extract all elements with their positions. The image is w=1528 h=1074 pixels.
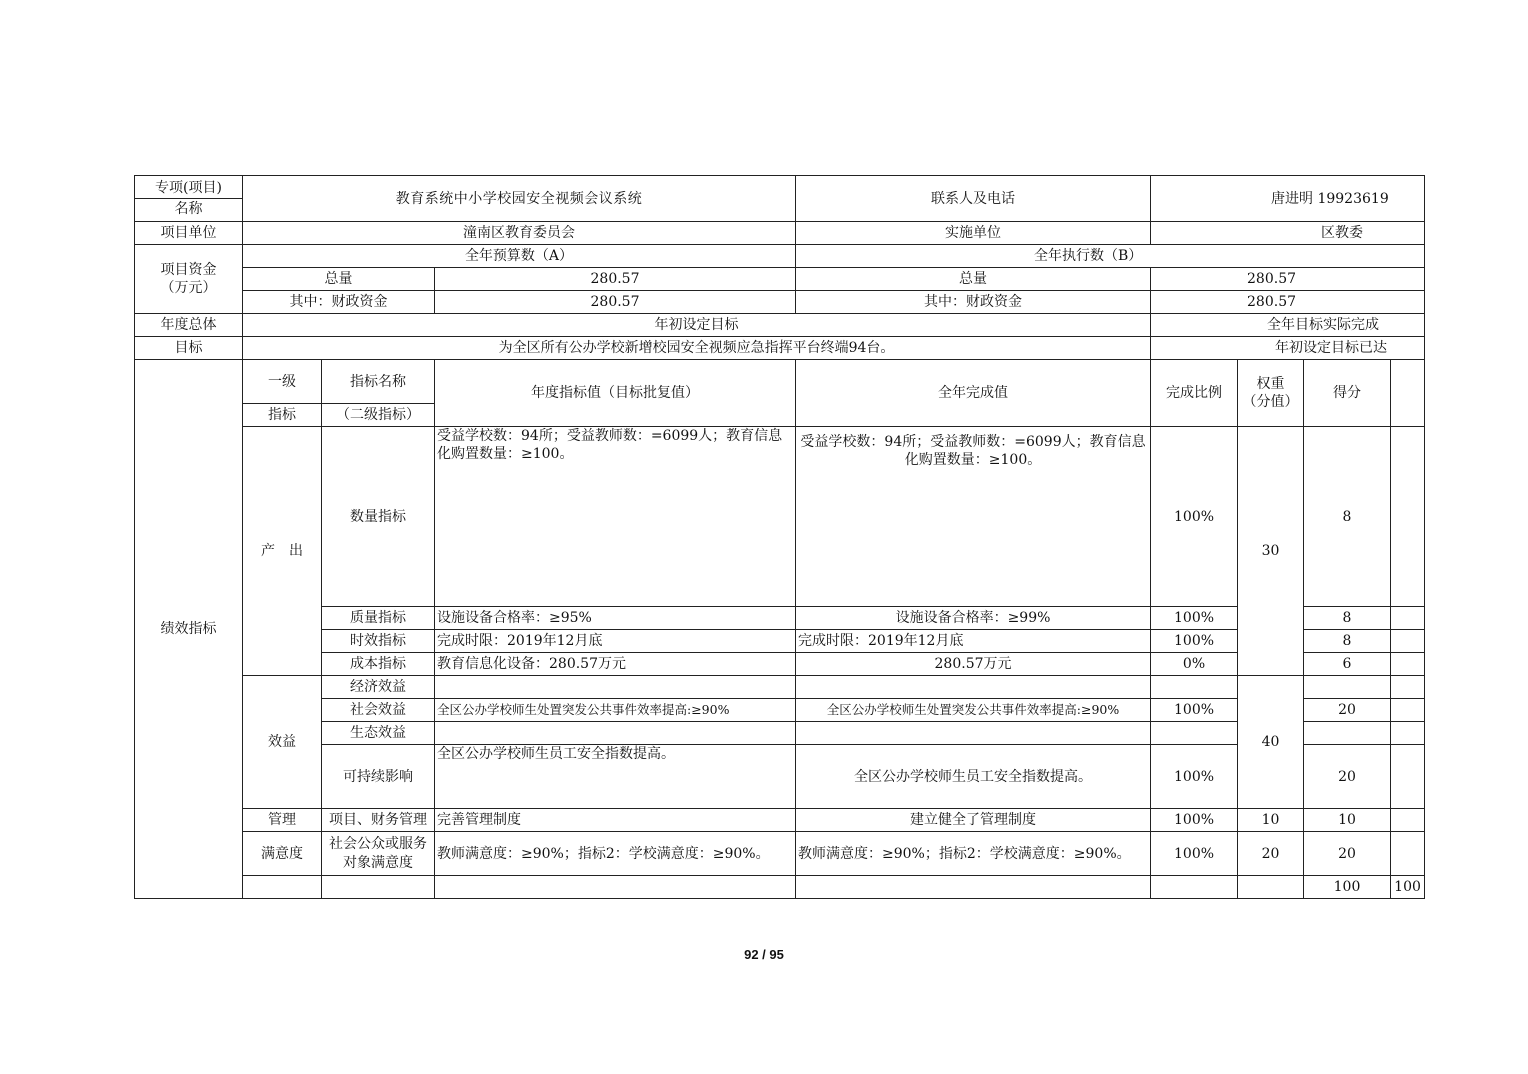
management-label: 管理 — [243, 809, 322, 832]
col-level1-a: 一级 — [243, 360, 322, 404]
indicator-ratio: 100% — [1151, 699, 1238, 722]
satisfaction-ratio: 100% — [1151, 832, 1238, 876]
indicator-name: 质量指标 — [322, 607, 435, 630]
indicator-name: 时效指标 — [322, 630, 435, 653]
fiscal-exec-label: 其中：财政资金 — [796, 291, 1151, 314]
performance-table — [134, 175, 1425, 899]
indicator-target: 教育信息化设备：280.57万元 — [435, 653, 796, 676]
impl-value: 区教委 — [1151, 222, 1425, 245]
indicator-name: 成本指标 — [322, 653, 435, 676]
management-weight: 10 — [1238, 809, 1304, 832]
goal-set-text: 为全区所有公办学校新增校园安全视频应急指挥平台终端94台。 — [243, 337, 1151, 360]
indicators-section-label: 绩效指标 — [135, 360, 243, 899]
total-exec: 280.57 — [1151, 268, 1425, 291]
indicator-score: 6 — [1304, 653, 1391, 676]
goal-label-1: 年度总体 — [135, 314, 243, 337]
indicator-name: 社会效益 — [322, 699, 435, 722]
indicator-actual — [796, 722, 1151, 745]
contact-label: 联系人及电话 — [796, 176, 1151, 222]
benefit-label: 效益 — [243, 676, 322, 809]
management-score: 10 — [1304, 809, 1391, 832]
unit-value: 潼南区教育委员会 — [243, 222, 796, 245]
goal-actual-label: 全年目标实际完成 — [1151, 314, 1425, 337]
output-weight: 30 — [1238, 427, 1304, 676]
performance-sheet — [134, 175, 1421, 910]
output-label: 产 出 — [243, 427, 322, 676]
indicator-ratio: 100% — [1151, 745, 1238, 809]
indicator-ratio — [1151, 676, 1238, 699]
indicator-target — [435, 676, 796, 699]
satisfaction-name: 社会公众或服务对象满意度 — [322, 832, 435, 876]
col-ratio: 完成比例 — [1151, 360, 1238, 427]
goal-set-label: 年初设定目标 — [243, 314, 1151, 337]
management-name: 项目、财务管理 — [322, 809, 435, 832]
fiscal-budget: 280.57 — [435, 291, 796, 314]
indicator-actual: 全区公办学校师生员工安全指数提高。 — [796, 745, 1151, 809]
project-name: 教育系统中小学校园安全视频会议系统 — [243, 176, 796, 222]
total-budget: 280.57 — [435, 268, 796, 291]
management-actual: 建立健全了管理制度 — [796, 809, 1151, 832]
indicator-actual: 设施设备合格率：≥99% — [796, 607, 1151, 630]
indicator-actual: 280.57万元 — [796, 653, 1151, 676]
indicator-actual — [796, 676, 1151, 699]
page-number: 92 / 95 — [744, 947, 784, 962]
indicator-ratio: 0% — [1151, 653, 1238, 676]
indicator-name: 经济效益 — [322, 676, 435, 699]
indicator-target: 全区公办学校师生员工安全指数提高。 — [435, 745, 796, 809]
indicator-actual: 受益学校数：94所；受益教师数：=6099人；教育信息化购置数量：≥100。 — [796, 427, 1151, 607]
unit-label: 项目单位 — [135, 222, 243, 245]
total-score: 100 — [1391, 876, 1425, 899]
indicator-ratio: 100% — [1151, 630, 1238, 653]
indicator-target: 完成时限：2019年12月底 — [435, 630, 796, 653]
budget-label: 全年预算数（A） — [243, 245, 796, 268]
satisfaction-target: 教师满意度：≥90%；指标2：学校满意度：≥90%。 — [435, 832, 796, 876]
indicator-score: 20 — [1304, 699, 1391, 722]
management-target: 完善管理制度 — [435, 809, 796, 832]
indicator-score: 8 — [1304, 427, 1391, 607]
indicator-name: 生态效益 — [322, 722, 435, 745]
indicator-score — [1304, 676, 1391, 699]
funds-label: 项目资金 （万元） — [135, 245, 243, 314]
indicator-ratio: 100% — [1151, 427, 1238, 607]
total-exec-label: 总量 — [796, 268, 1151, 291]
col-score: 得分 — [1304, 360, 1391, 427]
col-actual: 全年完成值 — [796, 360, 1151, 427]
exec-label: 全年执行数（B） — [796, 245, 1425, 268]
indicator-score — [1304, 722, 1391, 745]
indicator-ratio — [1151, 722, 1238, 745]
col-weight: 权重 （分值） — [1238, 360, 1304, 427]
indicator-score: 20 — [1304, 745, 1391, 809]
satisfaction-weight: 20 — [1238, 832, 1304, 876]
indicator-name: 数量指标 — [322, 427, 435, 607]
project-name-label: 专项(项目) 名称 — [135, 176, 243, 222]
total-weight: 100 — [1304, 876, 1391, 899]
col-name-b: （二级指标） — [322, 404, 435, 427]
indicator-name: 可持续影响 — [322, 745, 435, 809]
col-target: 年度指标值（目标批复值） — [435, 360, 796, 427]
fiscal-label: 其中：财政资金 — [243, 291, 435, 314]
indicator-target — [435, 722, 796, 745]
indicator-target: 全区公办学校师生处置突发公共事件效率提高:≥90% — [435, 699, 796, 722]
indicator-score: 8 — [1304, 630, 1391, 653]
satisfaction-score: 20 — [1304, 832, 1391, 876]
benefit-weight: 40 — [1238, 676, 1304, 809]
satisfaction-label: 满意度 — [243, 832, 322, 876]
col-name-a: 指标名称 — [322, 360, 435, 404]
management-ratio: 100% — [1151, 809, 1238, 832]
impl-label: 实施单位 — [796, 222, 1151, 245]
indicator-target: 设施设备合格率：≥95% — [435, 607, 796, 630]
satisfaction-actual: 教师满意度：≥90%；指标2：学校满意度：≥90%。 — [796, 832, 1151, 876]
contact-value: 唐进明 19923619 — [1151, 176, 1425, 222]
total-label: 总量 — [243, 268, 435, 291]
fiscal-exec: 280.57 — [1151, 291, 1425, 314]
indicator-ratio: 100% — [1151, 607, 1238, 630]
col-level1-b: 指标 — [243, 404, 322, 427]
indicator-target: 受益学校数：94所；受益教师数：=6099人；教育信息化购置数量：≥100。 — [435, 427, 796, 607]
goal-label-2: 目标 — [135, 337, 243, 360]
indicator-actual: 完成时限：2019年12月底 — [796, 630, 1151, 653]
goal-actual-text: 年初设定目标已达 — [1151, 337, 1425, 360]
indicator-actual: 全区公办学校师生处置突发公共事件效率提高:≥90% — [796, 699, 1151, 722]
indicator-score: 8 — [1304, 607, 1391, 630]
